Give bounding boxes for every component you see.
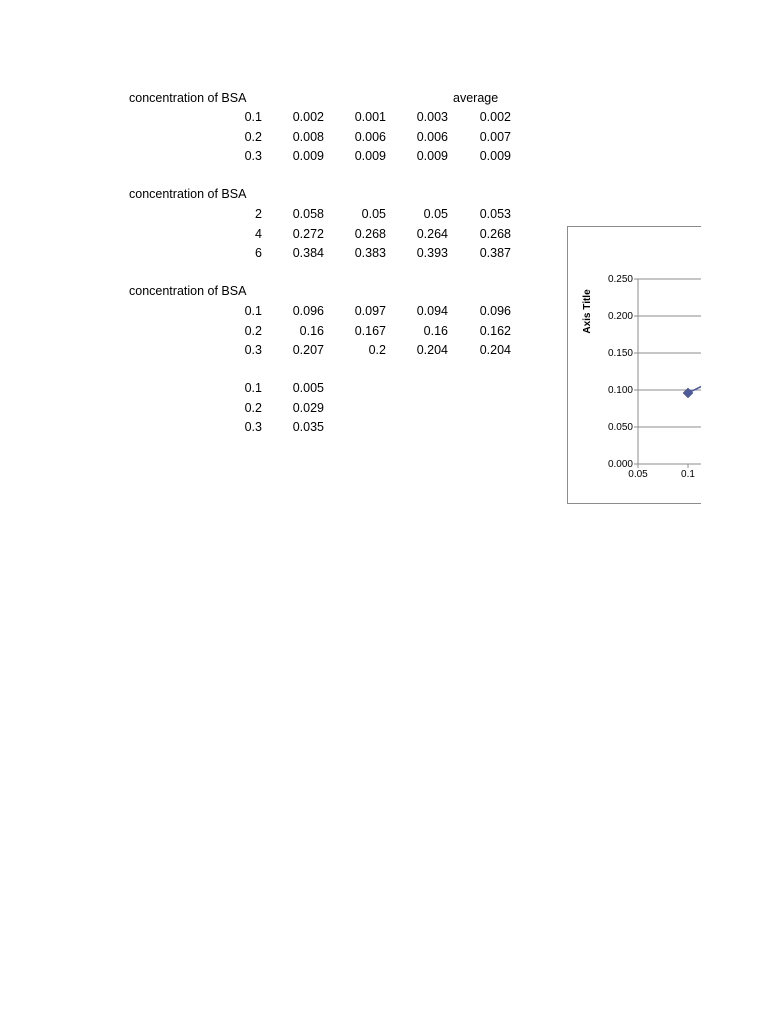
value-cell: 0.001 — [354, 110, 386, 124]
y-tick-label: 0.000 — [607, 459, 633, 470]
y-tick-label: 0.100 — [607, 385, 633, 396]
value-cell: 0.058 — [292, 207, 324, 221]
value-cell: 0.272 — [292, 226, 324, 241]
value-cell: 0.096 — [292, 304, 324, 318]
value-cell: 0.268 — [354, 226, 386, 241]
chart[interactable] — [567, 226, 701, 504]
value-cell: 0.383 — [354, 246, 386, 260]
chart-svg — [568, 227, 701, 504]
data-point-marker — [683, 388, 693, 398]
value-cell: 0.008 — [292, 129, 324, 144]
average-header: average — [453, 91, 499, 105]
concentration-cell: 0.1 — [244, 304, 262, 318]
concentration-cell: 0.2 — [244, 400, 262, 415]
concentration-cell: 0.2 — [244, 323, 262, 338]
block2-label: concentration of BSA — [129, 187, 247, 201]
value-cell: 0.009 — [354, 149, 386, 163]
value-cell: 0.053 — [479, 207, 511, 221]
y-tick-label: 0.050 — [607, 422, 633, 433]
value-cell: 0.009 — [416, 149, 448, 163]
value-cell: 0.162 — [479, 323, 511, 338]
block3-label: concentration of BSA — [129, 284, 247, 298]
concentration-cell: 0.3 — [244, 420, 262, 434]
concentration-cell: 0.1 — [244, 381, 262, 395]
y-tick-label: 0.200 — [607, 311, 633, 322]
block1-label: concentration of BSA — [129, 91, 247, 105]
concentration-cell: 0.3 — [244, 343, 262, 357]
value-cell: 0.264 — [416, 226, 448, 241]
value-cell: 0.05 — [423, 207, 448, 221]
value-cell: 0.003 — [416, 110, 448, 124]
value-cell: 0.006 — [354, 129, 386, 144]
value-cell: 0.167 — [354, 323, 386, 338]
value-cell: 0.384 — [292, 246, 324, 260]
concentration-cell: 0.3 — [244, 149, 262, 163]
x-tick-label: 0.1 — [681, 469, 695, 480]
value-cell: 0.268 — [479, 226, 511, 241]
value-cell: 0.006 — [416, 129, 448, 144]
value-cell: 0.009 — [292, 149, 324, 163]
value-cell: 0.097 — [354, 304, 386, 318]
value-cell: 0.204 — [416, 343, 448, 357]
x-tick-label: 0.05 — [628, 469, 648, 480]
value-cell: 0.387 — [479, 246, 511, 260]
value-cell: 0.094 — [416, 304, 448, 318]
concentration-cell: 0.2 — [244, 129, 262, 144]
value-cell: 0.05 — [361, 207, 386, 221]
value-cell: 0.035 — [292, 420, 324, 434]
concentration-cell: 2 — [255, 207, 262, 221]
value-cell: 0.393 — [416, 246, 448, 260]
y-tick-label: 0.250 — [607, 274, 633, 285]
value-cell: 0.096 — [479, 304, 511, 318]
value-cell: 0.16 — [299, 323, 324, 338]
y-axis-title: Axis Title — [582, 289, 593, 334]
y-tick-label: 0.150 — [607, 348, 633, 359]
value-cell: 0.007 — [479, 129, 511, 144]
value-cell: 0.2 — [368, 343, 386, 357]
value-cell: 0.204 — [479, 343, 511, 357]
concentration-cell: 6 — [255, 246, 262, 260]
value-cell: 0.16 — [423, 323, 448, 338]
value-cell: 0.207 — [292, 343, 324, 357]
concentration-cell: 0.1 — [244, 110, 262, 124]
concentration-cell: 4 — [255, 226, 262, 241]
value-cell: 0.029 — [292, 400, 324, 415]
value-cell: 0.002 — [479, 110, 511, 124]
value-cell: 0.009 — [479, 149, 511, 163]
value-cell: 0.002 — [292, 110, 324, 124]
value-cell: 0.005 — [292, 381, 324, 395]
